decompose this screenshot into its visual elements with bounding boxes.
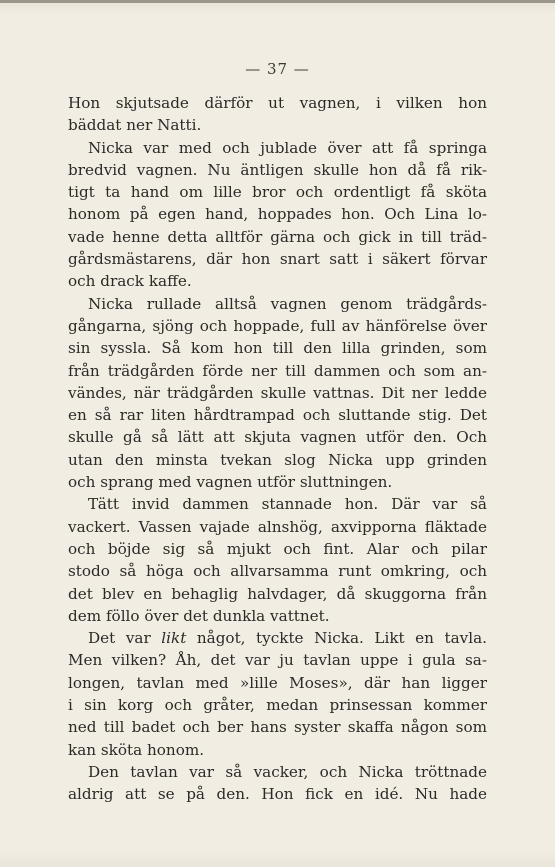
- text-line: och böjde sig så mjukt och fint. Alar och pilar: [68, 539, 487, 558]
- text-line: gårdsmästarens, där hon snart satt i säkert förvar: [68, 250, 487, 269]
- text-line: det blev en behaglig halvdager, då skuggorna från: [68, 584, 487, 603]
- text-line: Nicka var med och jublade över att få springa: [88, 138, 487, 157]
- text-line: gångarna, sjöng och hoppade, full av hänförelse över: [68, 316, 487, 335]
- text-line: utan den minsta tvekan slog Nicka upp grinden: [68, 450, 487, 469]
- text-line: Hon skjutsade därför ut vagnen, i vilken hon: [68, 94, 487, 112]
- text-line: Nicka rullade alltså vagnen genom trädgårds-: [88, 294, 487, 313]
- text-line: tigt ta hand om lille bror och ordentligt få sköta: [68, 183, 487, 202]
- text-line: longen, tavlan med »lille Moses», där han ligger: [68, 673, 487, 692]
- line-text-before: Det var: [88, 629, 162, 648]
- text-line: aldrig att se på den. Hon fick en idé. Nu hade: [68, 785, 487, 804]
- body-text: [68, 92, 487, 806]
- page-top-edge: [0, 0, 555, 3]
- text-line: i sin korg och gråter, medan prinsessan kommer: [68, 696, 487, 715]
- text-line: sin syssla. Så kom hon till den lilla grinden, som: [68, 339, 487, 358]
- text-line: vade henne detta alltför gärna och gick in till träd-: [68, 227, 487, 246]
- text-line: från trädgården förde ner till dammen och som an-: [68, 361, 487, 380]
- line-text-after: något, tyckte Nicka. Likt en tavla.: [186, 629, 487, 648]
- text-line: ned till badet och ber hans syster skaffa någon som: [68, 718, 487, 737]
- page-number: — 37 —: [245, 60, 310, 78]
- text-line: Den tavlan var så vacker, och Nicka tröttnade: [88, 762, 487, 781]
- text-line: vändes, när trädgården skulle vattnas. Dit ner ledde: [68, 383, 487, 402]
- text-line: vackert. Vassen vajade alnshög, axvipporna fläktade: [68, 517, 487, 536]
- text-line: bäddat ner Natti.: [68, 116, 202, 135]
- text-line: och drack kaffe.: [68, 272, 192, 291]
- text-line: dem föllo över det dunkla vattnet.: [68, 606, 330, 625]
- text-line: kan sköta honom.: [68, 740, 205, 759]
- text-line: stodo så höga och allvarsamma runt omkring, och: [68, 562, 487, 581]
- text-line: honom på egen hand, hoppades hon. Och Lina lo-: [68, 205, 487, 224]
- text-line: en så rar liten hårdtrampad och sluttande stig. Det: [68, 406, 487, 425]
- text-line: Men vilken? Åh, det var ju tavlan uppe i gula sa-: [68, 651, 487, 670]
- emphasized-word: likt: [161, 629, 187, 648]
- text-line-with-emphasis: [68, 627, 487, 649]
- text-line: Tätt invid dammen stannade hon. Där var så: [88, 495, 487, 514]
- text-line: och sprang med vagnen utför sluttningen.: [68, 473, 393, 492]
- text-line: bredvid vagnen. Nu äntligen skulle hon då få rik-: [68, 160, 487, 179]
- text-line: skulle gå så lätt att skjuta vagnen utför den. Och: [68, 428, 487, 447]
